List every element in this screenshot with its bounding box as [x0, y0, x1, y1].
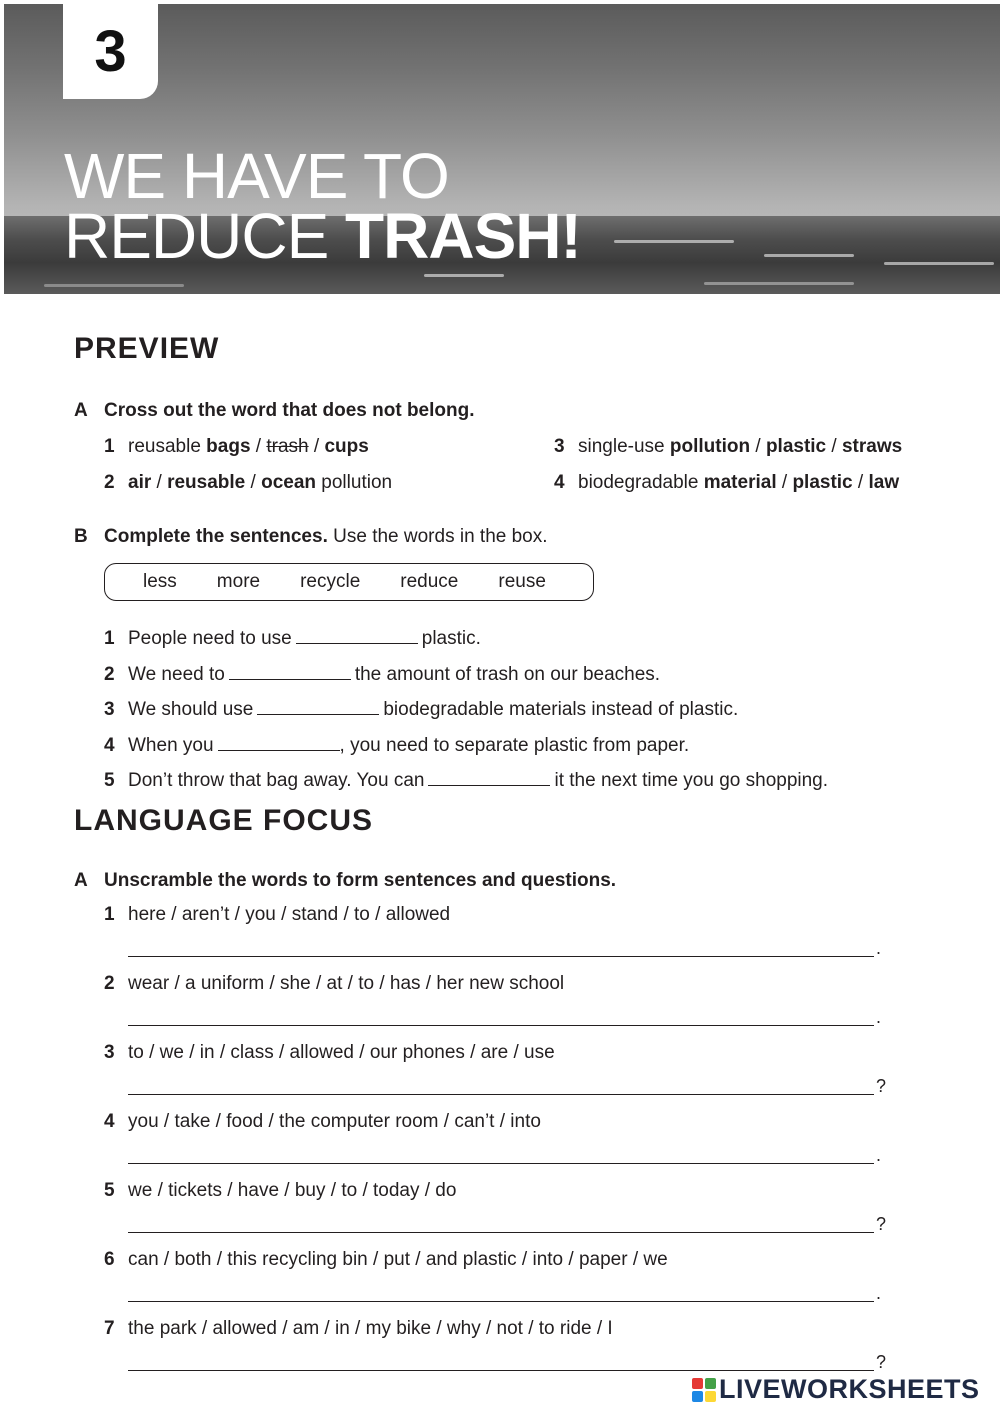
item-text: / — [151, 472, 168, 493]
scrambled-words: to / we / in / class / allowed / our phones / are / use — [128, 1042, 555, 1063]
preview-heading: PREVIEW — [74, 332, 220, 365]
answer-blank[interactable] — [257, 714, 379, 715]
preview-a-item[interactable] — [104, 436, 369, 458]
end-punctuation: . — [876, 938, 882, 958]
title-line-1: WE HAVE TO — [64, 140, 449, 212]
option-word[interactable]: bags — [206, 436, 251, 457]
preview-exercise-a-instruction — [74, 400, 475, 422]
end-punctuation: . — [876, 1145, 882, 1165]
unscramble-prompt — [104, 1180, 456, 1202]
answer-line[interactable] — [128, 1232, 874, 1233]
sentence-after: plastic. — [421, 628, 481, 649]
answer-line[interactable] — [128, 1025, 874, 1026]
title-line-2 — [64, 200, 581, 272]
option-word[interactable]: material — [703, 472, 777, 493]
item-number: 7 — [104, 1318, 115, 1339]
option-word[interactable]: plastic — [765, 436, 827, 457]
end-punctuation: ? — [876, 1076, 887, 1096]
answer-blank[interactable] — [296, 643, 418, 644]
wave — [764, 254, 854, 257]
item-text: / — [250, 436, 267, 457]
language-focus-a-instruction — [74, 870, 616, 892]
option-word[interactable]: straws — [841, 436, 903, 457]
unit-tab — [63, 4, 158, 99]
unscramble-prompt — [104, 973, 564, 995]
item-number: 4 — [554, 472, 565, 493]
option-word[interactable]: law — [868, 472, 900, 493]
preview-a-item[interactable] — [554, 436, 902, 458]
item-number: 1 — [104, 904, 115, 925]
word-box-item: reuse — [498, 571, 546, 592]
item-text: biodegradable — [578, 472, 704, 493]
item-number: 4 — [104, 1111, 115, 1132]
sentence-before: Don’t throw that bag away. You can — [128, 770, 425, 791]
item-number: 3 — [104, 699, 115, 720]
item-number: 2 — [104, 472, 115, 493]
title-line-2-bold: TRASH! — [345, 200, 581, 272]
option-word[interactable]: plastic — [792, 472, 853, 493]
item-text: / — [852, 472, 869, 493]
item-number: 2 — [104, 973, 115, 994]
item-number: 1 — [104, 628, 115, 649]
answer-line[interactable] — [128, 1301, 874, 1302]
option-word[interactable]: cups — [324, 436, 369, 457]
sentence-before: When you — [128, 735, 214, 756]
sentence-before: We need to — [128, 664, 225, 685]
item-text: / — [776, 472, 793, 493]
item-number: 4 — [104, 735, 115, 756]
wave — [424, 274, 504, 277]
answer-blank[interactable] — [229, 679, 351, 680]
item-number: 2 — [104, 664, 115, 685]
sentence-before: People need to use — [128, 628, 292, 649]
answer-line[interactable] — [128, 1094, 874, 1095]
logo-icon — [692, 1378, 716, 1402]
option-word[interactable]: reusable — [167, 472, 246, 493]
word-box-item: reduce — [400, 571, 459, 592]
item-number: 5 — [104, 1180, 115, 1201]
sentence-after: it the next time you go shopping. — [554, 770, 829, 791]
word-box-item: more — [216, 571, 261, 592]
answer-line[interactable] — [128, 1370, 874, 1371]
item-number: 3 — [554, 436, 565, 457]
item-text: single-use — [578, 436, 670, 457]
sentence-item — [104, 735, 689, 757]
liveworksheets-logo — [692, 1374, 980, 1405]
item-text: pollution — [316, 472, 393, 493]
instruction-text: Unscramble the words to form sentences and questions. — [104, 870, 617, 891]
item-text: / — [245, 472, 262, 493]
scrambled-words: wear / a uniform / she / at / to / has / her new school — [128, 973, 565, 994]
sentence-after: the amount of trash on our beaches. — [354, 664, 661, 685]
crossed-out-word[interactable]: trash — [266, 436, 309, 457]
unscramble-prompt — [104, 1042, 555, 1064]
unit-number: 3 — [94, 19, 127, 84]
item-number: 5 — [104, 770, 115, 791]
answer-line[interactable] — [128, 1163, 874, 1164]
item-number: 6 — [104, 1249, 115, 1270]
unscramble-prompt — [104, 1318, 613, 1340]
scrambled-words: can / both / this recycling bin / put / and plastic / into / paper / we — [128, 1249, 668, 1270]
scrambled-words: we / tickets / have / buy / to / today / do — [128, 1180, 457, 1201]
item-text: / — [308, 436, 325, 457]
option-word[interactable]: ocean — [261, 472, 317, 493]
answer-blank[interactable] — [218, 750, 340, 751]
end-punctuation: ? — [876, 1214, 887, 1234]
word-box-item: recycle — [300, 571, 361, 592]
scrambled-words: the park / allowed / am / in / my bike / why / not / to ride / I — [128, 1318, 613, 1339]
unscramble-prompt — [104, 1111, 541, 1133]
option-word[interactable]: air — [128, 472, 152, 493]
scrambled-words: here / aren’t / you / stand / to / allowed — [128, 904, 451, 925]
scrambled-words: you / take / food / the computer room / can’t / into — [128, 1111, 541, 1132]
wave — [704, 282, 854, 285]
sentence-item — [104, 699, 738, 721]
instruction-text: Cross out the word that does not belong. — [104, 400, 475, 421]
sentence-before: We should use — [128, 699, 254, 720]
logo-text: LIVEWORKSHEETS — [719, 1374, 980, 1404]
item-number: 3 — [104, 1042, 115, 1063]
sentence-after: biodegradable materials instead of plastic. — [383, 699, 739, 720]
item-text: reusable — [128, 436, 207, 457]
word-box — [104, 563, 594, 601]
sentence-after: , you need to separate plastic from paper. — [339, 735, 690, 756]
item-text: / — [826, 436, 842, 457]
language-focus-heading: LANGUAGE FOCUS — [74, 804, 373, 837]
sentence-item — [104, 770, 828, 792]
end-punctuation: . — [876, 1283, 882, 1303]
sentence-item — [104, 664, 660, 686]
end-punctuation: ? — [876, 1352, 887, 1372]
wave — [44, 284, 184, 287]
wave — [884, 262, 994, 265]
end-punctuation: . — [876, 1007, 882, 1027]
instruction-rest: Use the words in the box. — [327, 526, 548, 547]
sentence-item — [104, 628, 481, 650]
answer-line[interactable] — [128, 956, 874, 957]
unscramble-prompt — [104, 904, 450, 926]
word-box-item: less — [143, 571, 177, 592]
option-word[interactable]: pollution — [669, 436, 751, 457]
wave — [614, 240, 734, 243]
exercise-letter: A — [74, 870, 88, 891]
item-text: / — [750, 436, 766, 457]
instruction-bold: Complete the sentences. — [104, 526, 328, 547]
exercise-letter: A — [74, 400, 88, 421]
title-line-2-light: REDUCE — [64, 200, 346, 272]
preview-exercise-b-instruction — [74, 526, 548, 548]
unscramble-prompt — [104, 1249, 668, 1271]
exercise-letter: B — [74, 526, 88, 547]
preview-a-item[interactable] — [554, 472, 899, 494]
item-number: 1 — [104, 436, 115, 457]
answer-blank[interactable] — [428, 785, 550, 786]
page-title — [64, 140, 581, 272]
preview-a-item[interactable] — [104, 472, 392, 494]
